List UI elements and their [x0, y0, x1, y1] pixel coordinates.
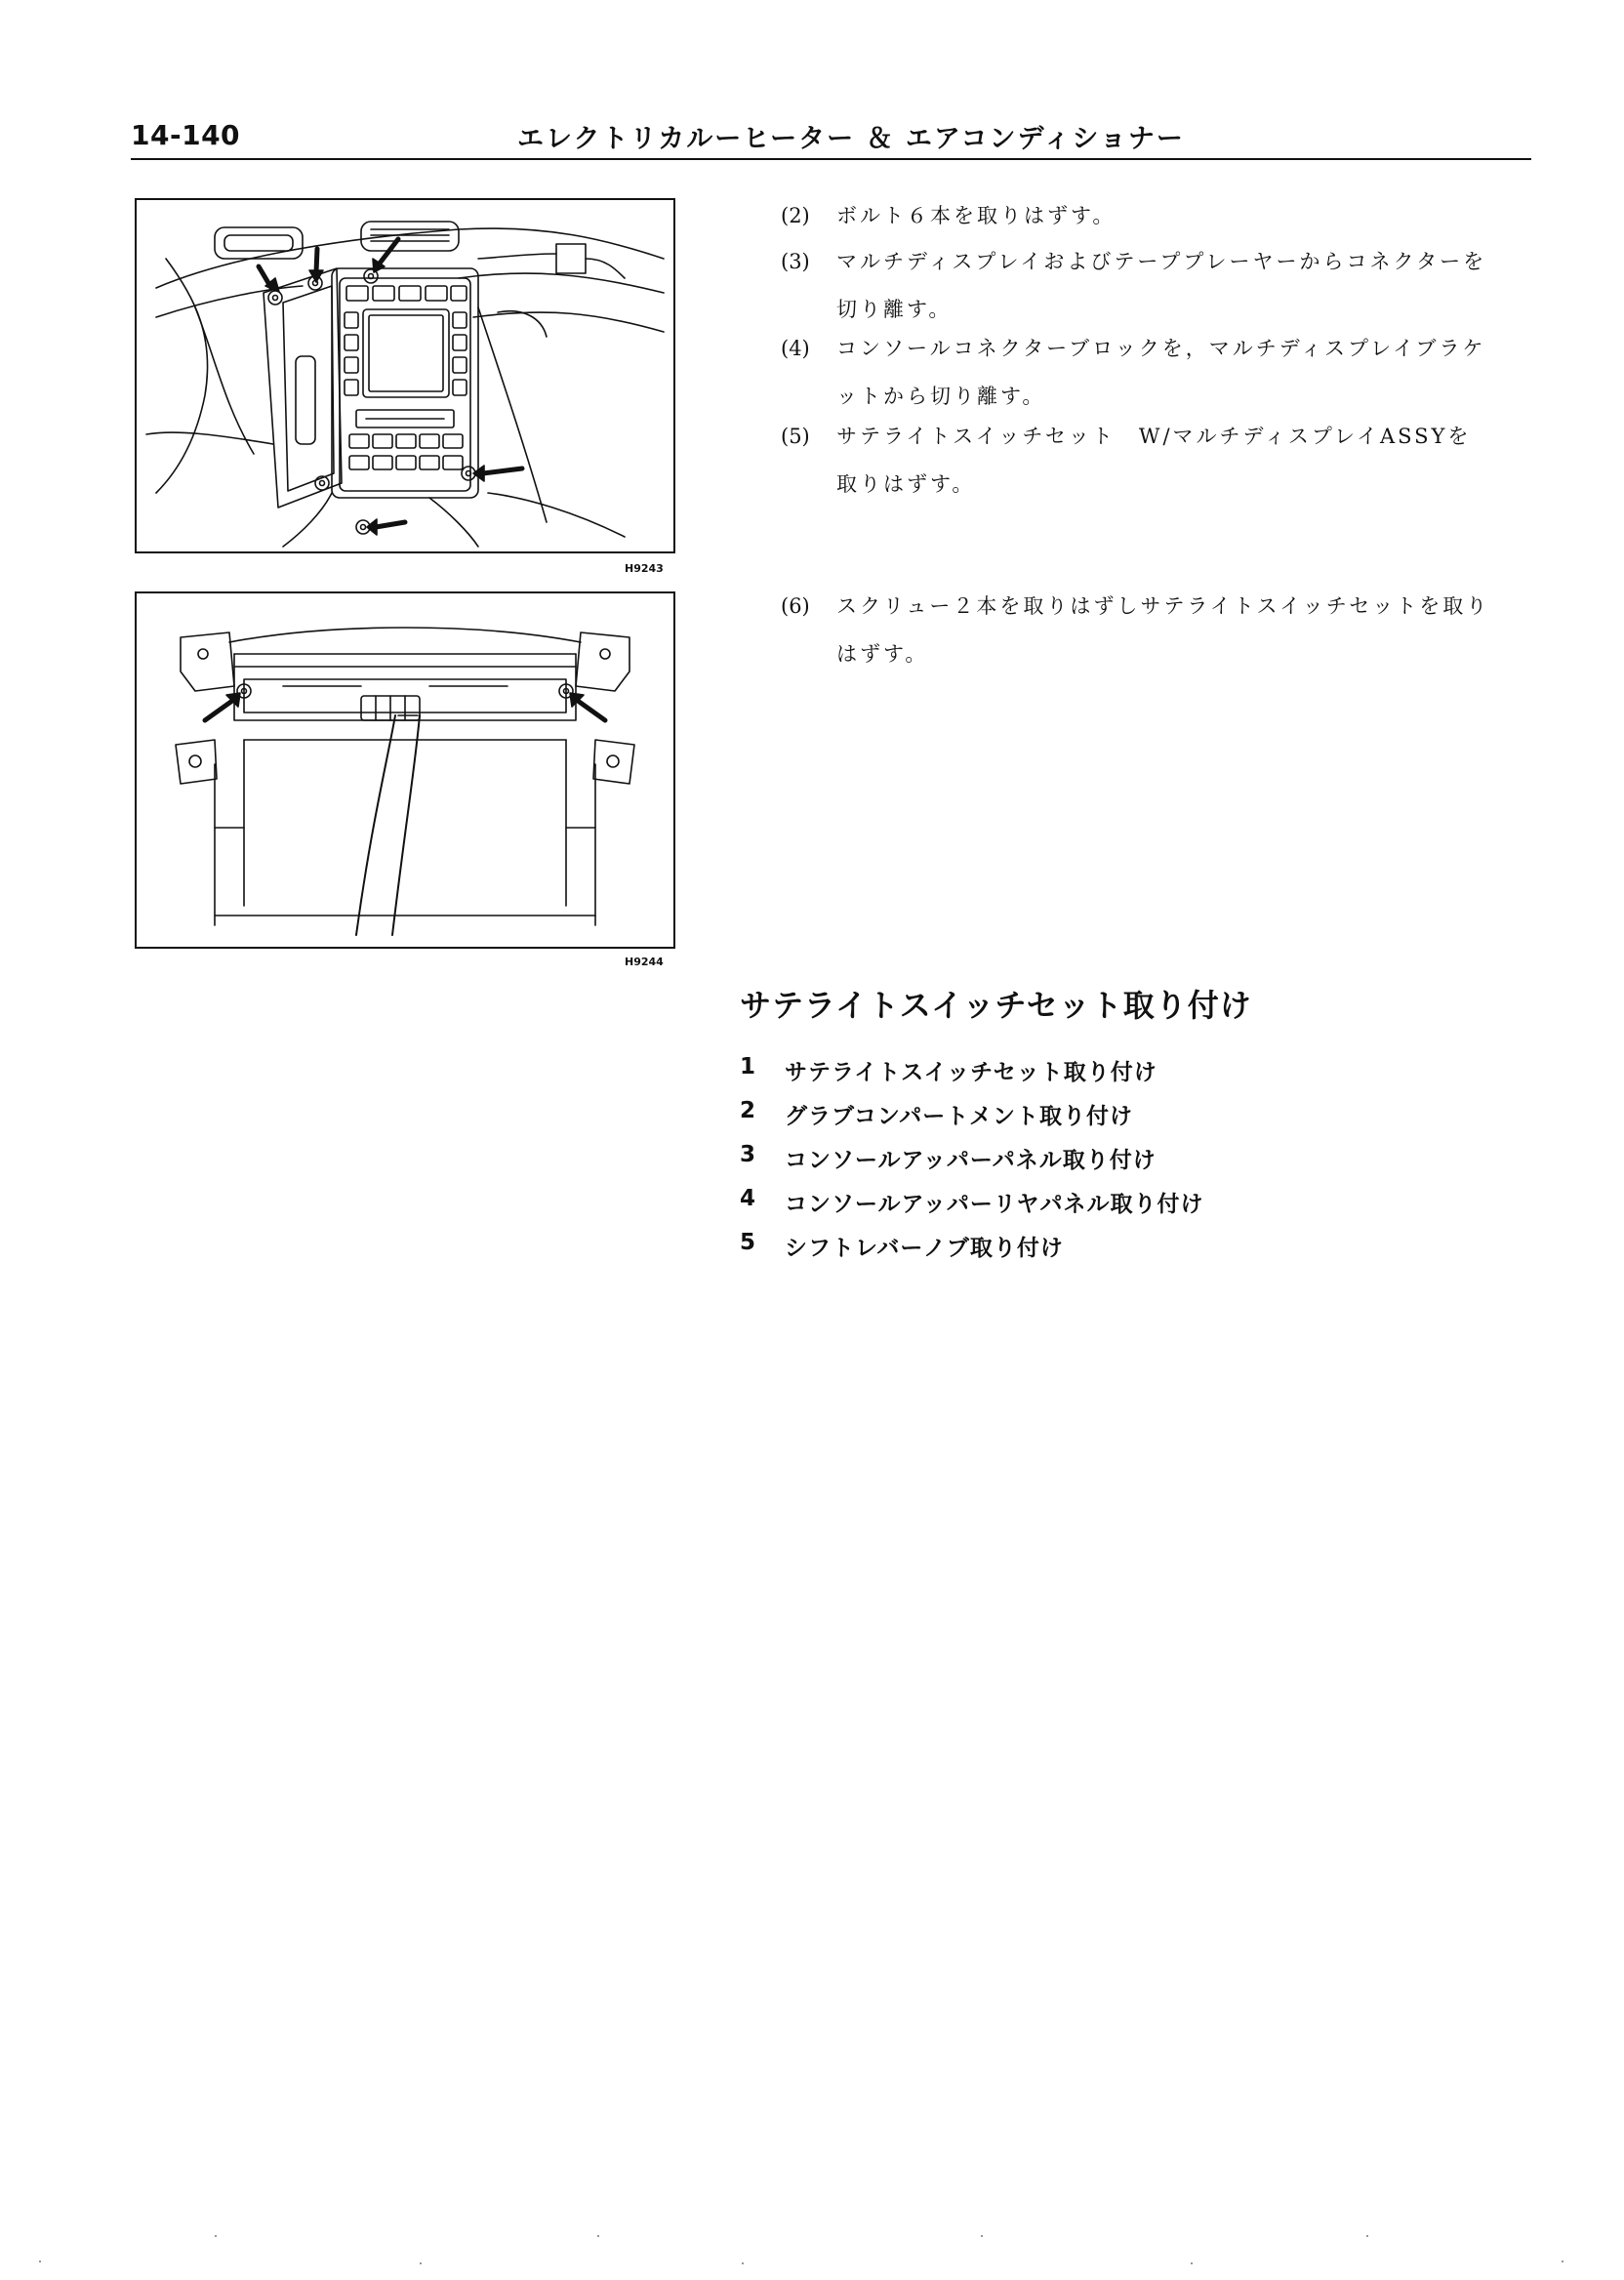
step-number: (4) — [781, 337, 810, 360]
procedure-number: 2 — [740, 1098, 756, 1123]
figure-satellite-switch-screws — [135, 591, 675, 949]
figure-code: H9243 — [625, 562, 664, 575]
step-text: コンソールコネクターブロックを，マルチディスプレイブラケ — [836, 337, 1486, 360]
step-text: 取りはずす。 — [836, 472, 976, 496]
scan-speck — [215, 2235, 217, 2237]
procedure-text: グラブコンパートメント取り付け — [785, 1104, 1134, 1129]
page-number: 14-140 — [131, 119, 241, 151]
scan-speck — [39, 2260, 41, 2262]
step-text: スクリュー２本を取りはずしサテライトスイッチセットを取り — [836, 594, 1490, 618]
figure-multi-display-removal — [135, 198, 675, 553]
step-text: マルチディスプレイおよびテーププレーヤーからコネクターを — [836, 250, 1487, 273]
step-text: サテライトスイッチセット W/マルチディスプレイASSYを — [836, 425, 1472, 448]
procedure-number: 5 — [740, 1230, 756, 1255]
scan-speck — [597, 2235, 599, 2237]
procedure-text: サテライトスイッチセット取り付け — [785, 1060, 1157, 1085]
step-number: (6) — [781, 594, 810, 618]
scan-speck — [1366, 2235, 1368, 2237]
step-text: 切り離す。 — [836, 298, 953, 321]
procedure-number: 1 — [740, 1054, 756, 1079]
scan-speck — [742, 2262, 744, 2264]
procedure-text: コンソールアッパーパネル取り付け — [785, 1148, 1157, 1173]
procedure-text: コンソールアッパーリヤパネル取り付け — [785, 1192, 1204, 1217]
satellite-switch-illustration — [137, 593, 673, 947]
step-text: ットから切り離す。 — [836, 385, 1046, 408]
step-text: はずす。 — [836, 642, 929, 666]
scan-speck — [420, 2262, 422, 2264]
step-number: (5) — [781, 425, 810, 448]
step-number: (3) — [781, 250, 810, 273]
figure-code: H9244 — [625, 956, 664, 968]
multi-display-illustration — [137, 200, 673, 551]
step-text: ボルト６本を取りはずす。 — [836, 204, 1116, 227]
scan-speck — [981, 2235, 983, 2237]
procedure-number: 3 — [740, 1142, 756, 1167]
section-heading: サテライトスイッチセット取り付け — [740, 987, 1252, 1024]
step-number: (2) — [781, 204, 810, 227]
procedure-text: シフトレバーノブ取り付け — [785, 1236, 1064, 1261]
header-divider — [131, 158, 1531, 160]
scan-speck — [1562, 2260, 1563, 2262]
scan-speck — [1191, 2262, 1193, 2264]
procedure-number: 4 — [740, 1186, 756, 1211]
chapter-title: エレクトリカルーヒーター ＆ エアコンディショナー — [517, 124, 1185, 154]
